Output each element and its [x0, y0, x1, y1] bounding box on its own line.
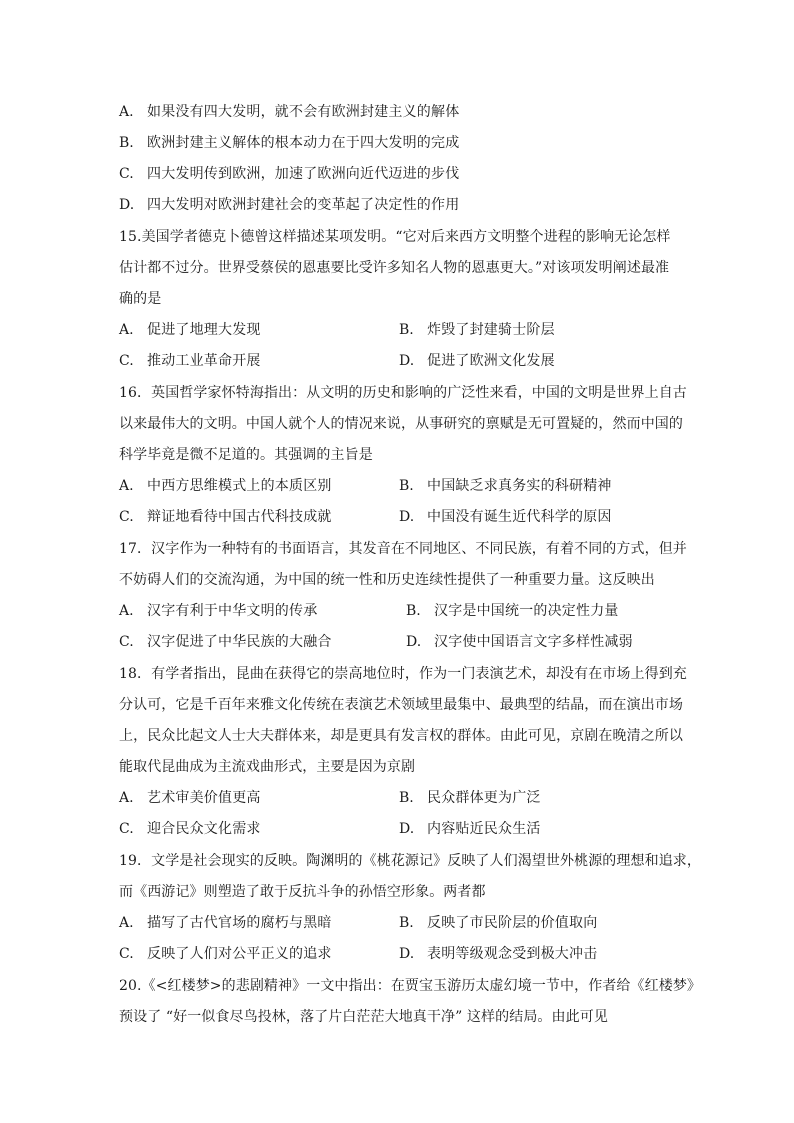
- option-text: 欧洲封建主义解体的根本动力在于四大发明的完成: [147, 135, 460, 151]
- q19-option-a: [119, 913, 332, 933]
- option-text: 炸毁了封建骑士阶层: [427, 322, 555, 338]
- option-letter: B.: [399, 322, 414, 338]
- option-letter: B.: [406, 603, 421, 619]
- q19-option-d: [399, 944, 597, 964]
- option-letter: B.: [399, 915, 414, 931]
- q20-stem-line-2: 预设了 “好一似食尽鸟投林，落了片白茫茫大地真干净” 这样的结局。由此可见: [119, 1009, 608, 1025]
- option-letter: B.: [399, 790, 414, 806]
- option-letter: D.: [406, 634, 422, 650]
- option-text: 迎合民众文化需求: [147, 821, 261, 837]
- q16-option-a: [119, 476, 332, 496]
- option-text: 汉字促进了中华民族的大融合: [147, 634, 332, 650]
- q15-option-d: [399, 351, 555, 371]
- option-letter: D.: [399, 821, 415, 837]
- q17-stem-line-1: 17．汉字作为一种特有的书面语言，其发音在不同地区、不同民族，有着不同的方式，但并: [119, 541, 687, 557]
- q20-stem-line-1: 20.《<红楼梦>的悲剧精神》一文中指出：在贾宝玉游历太虚幻境一节中，作者给《红楼梦》: [119, 978, 702, 994]
- q16-stem-line-3: 科学毕竟是微不足道的。其强调的主旨是: [119, 447, 373, 463]
- option-letter: C.: [119, 353, 134, 369]
- option-text: 中国没有诞生近代科学的原因: [427, 509, 612, 525]
- option-text: 民众群体更为广泛: [427, 790, 541, 806]
- option-letter: D.: [399, 353, 415, 369]
- option-letter: D.: [399, 946, 415, 962]
- q18-stem-line-4: 能取代昆曲成为主流戏曲形式，主要是因为京剧: [119, 759, 416, 775]
- option-letter: C.: [119, 821, 134, 837]
- q17-option-d: [406, 632, 633, 652]
- q15-option-c: [119, 351, 261, 371]
- q14-option-a: [119, 102, 459, 122]
- option-letter: C.: [119, 509, 134, 525]
- option-text: 中西方思维模式上的本质区别: [147, 478, 332, 494]
- option-letter: A.: [119, 322, 134, 338]
- option-text: 艺术审美价值更高: [147, 790, 261, 806]
- q16-option-b: [399, 476, 612, 496]
- option-text: 内容贴近民众生活: [427, 821, 541, 837]
- option-text: 反映了人们对公平正义的追求: [147, 946, 332, 962]
- option-text: 汉字使中国语言文字多样性减弱: [434, 634, 633, 650]
- q17-stem-line-2: 不妨碍人们的交流沟通，为中国的统一性和历史连续性提供了一种重要力量。这反映出: [119, 572, 655, 588]
- option-letter: A.: [119, 790, 134, 806]
- q18-stem-line-2: 分认可，它是千百年来雅文化传统在表演艺术领域里最集中、最典型的结晶，而在演出市场: [119, 697, 683, 713]
- q18-option-c: [119, 819, 261, 839]
- q16-option-c: [119, 507, 332, 527]
- option-text: 促进了欧洲文化发展: [427, 353, 555, 369]
- q16-stem-line-2: 以来最伟大的文明。中国人就个人的情况来说，从事研究的禀赋是无可置疑的，然而中国的: [119, 416, 683, 432]
- option-letter: D.: [399, 509, 415, 525]
- option-letter: B.: [399, 478, 414, 494]
- option-text: 表明等级观念受到极大冲击: [427, 946, 598, 962]
- q17-option-c: [119, 632, 332, 652]
- q19-stem-line-2: 而《西游记》则塑造了敢于反抗斗争的孙悟空形象。两者都: [119, 884, 486, 900]
- option-letter: B.: [119, 135, 134, 151]
- option-letter: C.: [119, 946, 134, 962]
- option-letter: A.: [119, 603, 134, 619]
- option-text: 辩证地看待中国古代科技成就: [147, 509, 332, 525]
- q19-option-b: [399, 913, 597, 933]
- q17-option-b: [406, 601, 619, 621]
- q15-option-b: [399, 320, 555, 340]
- option-letter: C.: [119, 634, 134, 650]
- q17-option-a: [119, 601, 317, 621]
- option-text: 中国缺乏求真务实的科研精神: [427, 478, 612, 494]
- option-letter: C.: [119, 166, 134, 182]
- option-text: 推动工业革命开展: [147, 353, 261, 369]
- q15-stem-line-2: 估计都不过分。世界受蔡侯的恩惠要比受许多知名人物的恩惠更大。”对该项发明阐述最准: [119, 260, 670, 276]
- option-letter: A.: [119, 478, 134, 494]
- option-text: 汉字是中国统一的决定性力量: [434, 603, 619, 619]
- q18-option-a: [119, 788, 261, 808]
- q18-stem-line-3: 上，民众比起文人士大夫群体来，却是更具有发言权的群体。由此可见，京剧在晚清之所以: [119, 728, 683, 744]
- option-text: 汉字有利于中华文明的传承: [147, 603, 318, 619]
- option-letter: A.: [119, 915, 134, 931]
- q15-option-a: [119, 320, 261, 340]
- q14-option-d: [119, 195, 459, 215]
- option-text: 如果没有四大发明，就不会有欧洲封建主义的解体: [147, 104, 460, 120]
- q14-option-c: [119, 164, 459, 184]
- q15-stem-line-1: 15.美国学者德克卜德曾这样描述某项发明。“它对后来西方文明整个进程的影响无论怎样: [119, 229, 671, 245]
- q18-option-b: [399, 788, 541, 808]
- q18-stem-line-1: 18．有学者指出，昆曲在获得它的崇高地位时，作为一门表演艺术，却没有在市场上得到充: [119, 666, 687, 682]
- q15-stem-line-3: 确的是: [119, 291, 162, 307]
- option-text: 描写了古代官场的腐朽与黑暗: [147, 915, 332, 931]
- option-text: 四大发明对欧洲封建社会的变革起了决定性的作用: [147, 197, 460, 213]
- option-text: 反映了市民阶层的价值取向: [427, 915, 598, 931]
- option-text: 促进了地理大发现: [147, 322, 261, 338]
- q19-stem-line-1: 19．文学是社会现实的反映。陶渊明的《桃花源记》反映了人们渴望世外桃源的理想和追求，: [119, 853, 702, 869]
- option-text: 四大发明传到欧洲，加速了欧洲向近代迈进的步伐: [147, 166, 460, 182]
- q18-option-d: [399, 819, 541, 839]
- option-letter: D.: [119, 197, 135, 213]
- q16-option-d: [399, 507, 612, 527]
- q16-stem-line-1: 16．英国哲学家怀特海指出：从文明的历史和影响的广泛性来看，中国的文明是世界上自古: [119, 385, 687, 401]
- option-letter: A.: [119, 104, 134, 120]
- q14-option-b: [119, 133, 459, 153]
- q19-option-c: [119, 944, 332, 964]
